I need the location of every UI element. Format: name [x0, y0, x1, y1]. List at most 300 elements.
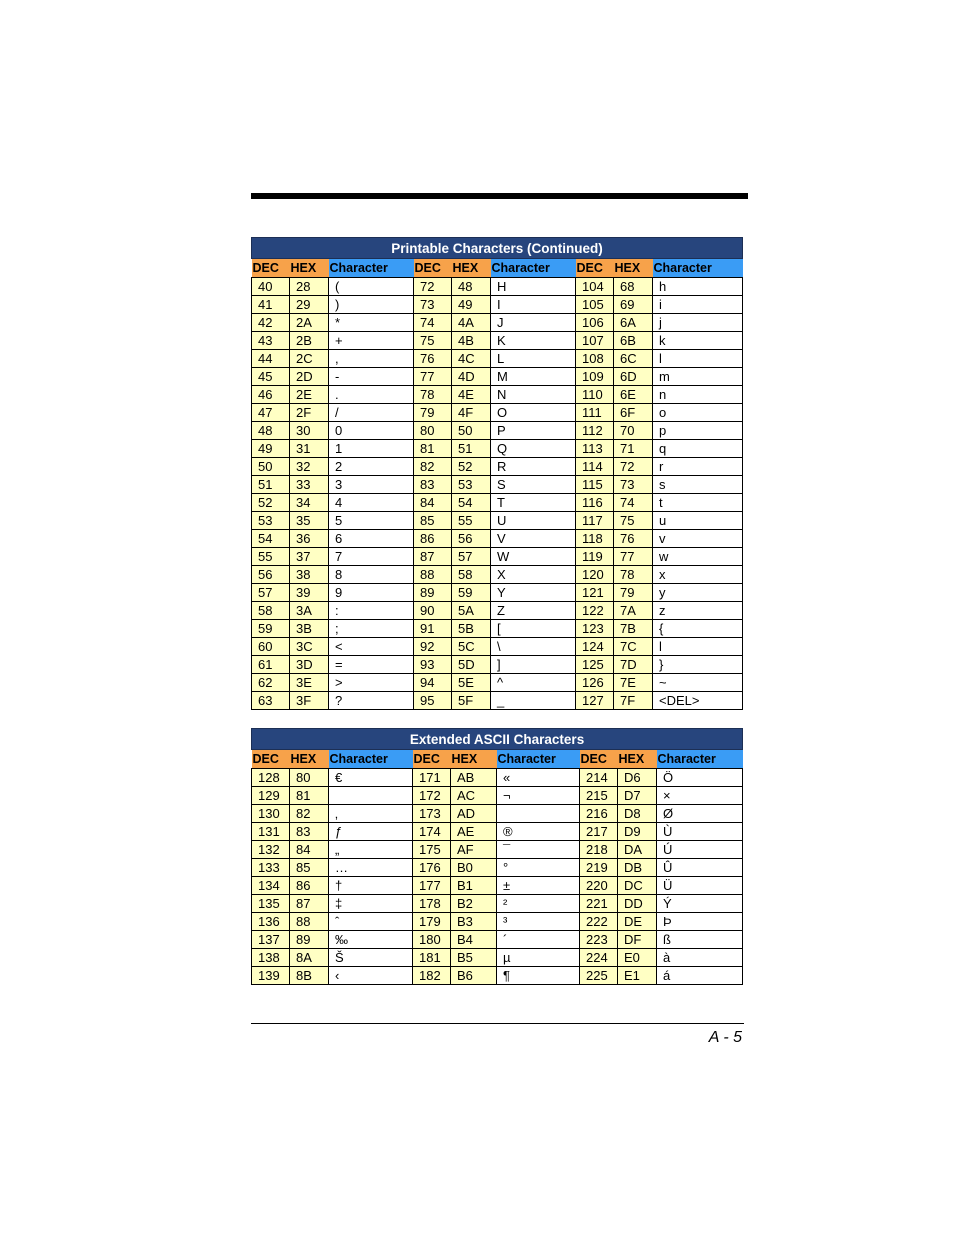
- cell-character: O: [491, 404, 576, 422]
- cell-hex: 4D: [452, 368, 491, 386]
- cell-hex: DF: [618, 931, 657, 949]
- cell-character: µ: [497, 949, 580, 967]
- table-row: [252, 296, 743, 314]
- cell-hex: 77: [614, 548, 653, 566]
- cell-dec: 132: [252, 841, 290, 859]
- cell-hex: 76: [614, 530, 653, 548]
- cell-dec: 172: [413, 787, 451, 805]
- column-header-dec: DEC: [252, 750, 290, 769]
- cell-hex: 3B: [290, 620, 329, 638]
- printable-characters-table: [251, 237, 743, 710]
- cell-hex: 5B: [452, 620, 491, 638]
- cell-character: t: [653, 494, 743, 512]
- cell-hex: 35: [290, 512, 329, 530]
- cell-character: (: [329, 278, 414, 296]
- cell-character: l: [653, 638, 743, 656]
- cell-dec: 219: [580, 859, 618, 877]
- table-row: [252, 638, 743, 656]
- cell-hex: 7C: [614, 638, 653, 656]
- cell-hex: 59: [452, 584, 491, 602]
- cell-hex: 4B: [452, 332, 491, 350]
- cell-dec: 225: [580, 967, 618, 985]
- cell-dec: 47: [252, 404, 290, 422]
- cell-character: ): [329, 296, 414, 314]
- cell-dec: 181: [413, 949, 451, 967]
- cell-character: -: [329, 368, 414, 386]
- column-header-hex: HEX: [290, 750, 329, 769]
- table-row: [252, 602, 743, 620]
- column-header-character: Character: [657, 750, 743, 769]
- page-number: A - 5: [708, 1029, 742, 1046]
- cell-hex: 2C: [290, 350, 329, 368]
- cell-dec: 139: [252, 967, 290, 985]
- cell-dec: 180: [413, 931, 451, 949]
- table-row: [252, 692, 743, 710]
- cell-hex: 3F: [290, 692, 329, 710]
- cell-character: o: [653, 404, 743, 422]
- cell-dec: 121: [576, 584, 614, 602]
- cell-character: s: [653, 476, 743, 494]
- table-row: [252, 566, 743, 584]
- table-row: [252, 656, 743, 674]
- cell-hex: 51: [452, 440, 491, 458]
- cell-character: {: [653, 620, 743, 638]
- cell-hex: 3D: [290, 656, 329, 674]
- cell-hex: 71: [614, 440, 653, 458]
- cell-hex: 34: [290, 494, 329, 512]
- cell-dec: 61: [252, 656, 290, 674]
- cell-dec: 179: [413, 913, 451, 931]
- cell-hex: 37: [290, 548, 329, 566]
- cell-dec: 113: [576, 440, 614, 458]
- table-row: [252, 332, 743, 350]
- cell-dec: 135: [252, 895, 290, 913]
- cell-dec: 220: [580, 877, 618, 895]
- cell-character: ³: [497, 913, 580, 931]
- cell-character: 0: [329, 422, 414, 440]
- table-row: [252, 422, 743, 440]
- cell-hex: B4: [451, 931, 497, 949]
- table-row: [252, 895, 743, 913]
- cell-hex: 2D: [290, 368, 329, 386]
- table-title: Printable Characters (Continued): [252, 238, 743, 259]
- cell-dec: 73: [414, 296, 452, 314]
- cell-dec: 133: [252, 859, 290, 877]
- cell-dec: 119: [576, 548, 614, 566]
- cell-dec: 124: [576, 638, 614, 656]
- cell-hex: 78: [614, 566, 653, 584]
- cell-character: P: [491, 422, 576, 440]
- cell-dec: 90: [414, 602, 452, 620]
- cell-hex: 7D: [614, 656, 653, 674]
- cell-hex: 38: [290, 566, 329, 584]
- cell-dec: 138: [252, 949, 290, 967]
- table-row: [252, 584, 743, 602]
- cell-hex: 58: [452, 566, 491, 584]
- cell-dec: 42: [252, 314, 290, 332]
- cell-character: ,: [329, 350, 414, 368]
- table-row: [252, 314, 743, 332]
- column-header-dec: DEC: [252, 259, 290, 278]
- table-row: [252, 386, 743, 404]
- column-header-character: Character: [329, 750, 413, 769]
- cell-character: H: [491, 278, 576, 296]
- cell-character: z: [653, 602, 743, 620]
- cell-hex: DA: [618, 841, 657, 859]
- cell-hex: 6A: [614, 314, 653, 332]
- cell-hex: 53: [452, 476, 491, 494]
- cell-hex: 4C: [452, 350, 491, 368]
- cell-hex: DD: [618, 895, 657, 913]
- cell-character: I: [491, 296, 576, 314]
- cell-dec: 83: [414, 476, 452, 494]
- cell-dec: 104: [576, 278, 614, 296]
- cell-hex: 5C: [452, 638, 491, 656]
- cell-character: q: [653, 440, 743, 458]
- cell-hex: 30: [290, 422, 329, 440]
- cell-dec: 49: [252, 440, 290, 458]
- cell-hex: D7: [618, 787, 657, 805]
- cell-character: †: [329, 877, 413, 895]
- table-row: [252, 877, 743, 895]
- cell-dec: 93: [414, 656, 452, 674]
- table-row: [252, 769, 743, 787]
- cell-character: 6: [329, 530, 414, 548]
- cell-dec: 173: [413, 805, 451, 823]
- cell-dec: 62: [252, 674, 290, 692]
- cell-dec: 130: [252, 805, 290, 823]
- cell-character: L: [491, 350, 576, 368]
- cell-dec: 111: [576, 404, 614, 422]
- cell-hex: 6F: [614, 404, 653, 422]
- cell-character: 8: [329, 566, 414, 584]
- cell-dec: 126: [576, 674, 614, 692]
- cell-dec: 72: [414, 278, 452, 296]
- cell-dec: 89: [414, 584, 452, 602]
- cell-hex: B6: [451, 967, 497, 985]
- cell-hex: 5D: [452, 656, 491, 674]
- cell-hex: AD: [451, 805, 497, 823]
- footer-rule: [251, 1023, 744, 1024]
- cell-hex: 74: [614, 494, 653, 512]
- column-header-hex: HEX: [614, 259, 653, 278]
- cell-dec: 128: [252, 769, 290, 787]
- cell-character: p: [653, 422, 743, 440]
- cell-character: ´: [497, 931, 580, 949]
- cell-dec: 86: [414, 530, 452, 548]
- table-row: [252, 674, 743, 692]
- cell-character: Þ: [657, 913, 743, 931]
- table-row: [252, 805, 743, 823]
- table-row: [252, 967, 743, 985]
- table-row: [252, 440, 743, 458]
- cell-hex: AB: [451, 769, 497, 787]
- cell-character: /: [329, 404, 414, 422]
- cell-character: +: [329, 332, 414, 350]
- cell-character: l: [653, 350, 743, 368]
- cell-character: Q: [491, 440, 576, 458]
- table-row: [252, 350, 743, 368]
- column-header-character: Character: [497, 750, 580, 769]
- cell-dec: 106: [576, 314, 614, 332]
- cell-dec: 218: [580, 841, 618, 859]
- cell-character: ²: [497, 895, 580, 913]
- cell-dec: 53: [252, 512, 290, 530]
- cell-hex: 2F: [290, 404, 329, 422]
- cell-character: Ù: [657, 823, 743, 841]
- printable-characters-table-container: [251, 237, 742, 710]
- cell-dec: 127: [576, 692, 614, 710]
- cell-character: \: [491, 638, 576, 656]
- cell-dec: 80: [414, 422, 452, 440]
- cell-dec: 123: [576, 620, 614, 638]
- cell-dec: 50: [252, 458, 290, 476]
- cell-dec: 122: [576, 602, 614, 620]
- cell-dec: 51: [252, 476, 290, 494]
- cell-hex: 28: [290, 278, 329, 296]
- cell-hex: 68: [614, 278, 653, 296]
- table-row: [252, 404, 743, 422]
- cell-dec: 92: [414, 638, 452, 656]
- cell-dec: 177: [413, 877, 451, 895]
- cell-dec: 91: [414, 620, 452, 638]
- cell-hex: 57: [452, 548, 491, 566]
- table-row: [252, 278, 743, 296]
- cell-hex: AF: [451, 841, 497, 859]
- cell-dec: 82: [414, 458, 452, 476]
- cell-character: ]: [491, 656, 576, 674]
- cell-hex: 79: [614, 584, 653, 602]
- cell-character: 3: [329, 476, 414, 494]
- cell-hex: 39: [290, 584, 329, 602]
- cell-dec: 74: [414, 314, 452, 332]
- cell-dec: 52: [252, 494, 290, 512]
- cell-dec: 222: [580, 913, 618, 931]
- cell-dec: 58: [252, 602, 290, 620]
- cell-character: [: [491, 620, 576, 638]
- cell-dec: 43: [252, 332, 290, 350]
- cell-character: ±: [497, 877, 580, 895]
- cell-hex: DC: [618, 877, 657, 895]
- table-row: [252, 512, 743, 530]
- extended-ascii-table: [251, 728, 743, 985]
- cell-hex: D6: [618, 769, 657, 787]
- cell-hex: AE: [451, 823, 497, 841]
- column-header-hex: HEX: [452, 259, 491, 278]
- cell-dec: 108: [576, 350, 614, 368]
- cell-dec: 178: [413, 895, 451, 913]
- cell-hex: E0: [618, 949, 657, 967]
- cell-hex: 85: [290, 859, 329, 877]
- cell-dec: 112: [576, 422, 614, 440]
- cell-character: [329, 787, 413, 805]
- cell-dec: 174: [413, 823, 451, 841]
- cell-character: M: [491, 368, 576, 386]
- header-rule: [251, 193, 748, 199]
- cell-dec: 137: [252, 931, 290, 949]
- cell-dec: 129: [252, 787, 290, 805]
- cell-dec: 107: [576, 332, 614, 350]
- cell-dec: 221: [580, 895, 618, 913]
- cell-dec: 182: [413, 967, 451, 985]
- cell-character: <DEL>: [653, 692, 743, 710]
- cell-character: W: [491, 548, 576, 566]
- cell-hex: 82: [290, 805, 329, 823]
- cell-hex: 54: [452, 494, 491, 512]
- cell-character: Ü: [657, 877, 743, 895]
- cell-hex: 80: [290, 769, 329, 787]
- column-header-dec: DEC: [414, 259, 452, 278]
- cell-dec: 85: [414, 512, 452, 530]
- cell-hex: E1: [618, 967, 657, 985]
- cell-hex: D9: [618, 823, 657, 841]
- cell-character: ?: [329, 692, 414, 710]
- cell-hex: 87: [290, 895, 329, 913]
- cell-dec: 46: [252, 386, 290, 404]
- cell-hex: 7E: [614, 674, 653, 692]
- table-row: [252, 787, 743, 805]
- cell-character: €: [329, 769, 413, 787]
- cell-character: v: [653, 530, 743, 548]
- cell-character: ‚: [329, 805, 413, 823]
- column-header-dec: DEC: [580, 750, 618, 769]
- cell-dec: 214: [580, 769, 618, 787]
- cell-character: ;: [329, 620, 414, 638]
- cell-hex: 4F: [452, 404, 491, 422]
- cell-hex: 8B: [290, 967, 329, 985]
- table-row: [252, 859, 743, 877]
- cell-dec: 76: [414, 350, 452, 368]
- cell-hex: 73: [614, 476, 653, 494]
- cell-dec: 55: [252, 548, 290, 566]
- table-row: [252, 476, 743, 494]
- cell-hex: B1: [451, 877, 497, 895]
- extended-ascii-table-container: [251, 728, 742, 985]
- cell-hex: 69: [614, 296, 653, 314]
- cell-dec: 105: [576, 296, 614, 314]
- cell-character: 2: [329, 458, 414, 476]
- cell-character: u: [653, 512, 743, 530]
- cell-character: «: [497, 769, 580, 787]
- cell-character: 7: [329, 548, 414, 566]
- cell-hex: 49: [452, 296, 491, 314]
- cell-hex: B5: [451, 949, 497, 967]
- cell-dec: 110: [576, 386, 614, 404]
- cell-dec: 63: [252, 692, 290, 710]
- cell-character: ‰: [329, 931, 413, 949]
- cell-hex: DE: [618, 913, 657, 931]
- cell-character: ~: [653, 674, 743, 692]
- cell-character: …: [329, 859, 413, 877]
- cell-dec: 224: [580, 949, 618, 967]
- cell-dec: 56: [252, 566, 290, 584]
- cell-dec: 223: [580, 931, 618, 949]
- cell-hex: DB: [618, 859, 657, 877]
- cell-hex: 2A: [290, 314, 329, 332]
- cell-dec: 136: [252, 913, 290, 931]
- cell-dec: 118: [576, 530, 614, 548]
- column-header-character: Character: [329, 259, 414, 278]
- cell-hex: 89: [290, 931, 329, 949]
- cell-character: 9: [329, 584, 414, 602]
- table-body: [252, 769, 743, 985]
- cell-hex: 75: [614, 512, 653, 530]
- column-header-hex: HEX: [451, 750, 497, 769]
- cell-dec: 79: [414, 404, 452, 422]
- cell-dec: 114: [576, 458, 614, 476]
- table-row: [252, 458, 743, 476]
- cell-dec: 215: [580, 787, 618, 805]
- cell-character: ®: [497, 823, 580, 841]
- cell-hex: 4A: [452, 314, 491, 332]
- cell-character: x: [653, 566, 743, 584]
- table-row: [252, 841, 743, 859]
- cell-hex: 50: [452, 422, 491, 440]
- cell-hex: 36: [290, 530, 329, 548]
- cell-hex: B0: [451, 859, 497, 877]
- cell-hex: 6C: [614, 350, 653, 368]
- cell-character: .: [329, 386, 414, 404]
- cell-dec: 81: [414, 440, 452, 458]
- table-row: [252, 620, 743, 638]
- cell-hex: 31: [290, 440, 329, 458]
- cell-dec: 176: [413, 859, 451, 877]
- cell-character: ˆ: [329, 913, 413, 931]
- cell-character: ß: [657, 931, 743, 949]
- cell-character: Z: [491, 602, 576, 620]
- column-header-hex: HEX: [290, 259, 329, 278]
- cell-character: S: [491, 476, 576, 494]
- cell-dec: 57: [252, 584, 290, 602]
- table-row: [252, 913, 743, 931]
- cell-hex: 70: [614, 422, 653, 440]
- cell-dec: 88: [414, 566, 452, 584]
- cell-dec: 171: [413, 769, 451, 787]
- column-header-dec: DEC: [576, 259, 614, 278]
- cell-character: h: [653, 278, 743, 296]
- cell-character: y: [653, 584, 743, 602]
- column-header-dec: DEC: [413, 750, 451, 769]
- cell-hex: 56: [452, 530, 491, 548]
- table-row: [252, 368, 743, 386]
- cell-dec: 84: [414, 494, 452, 512]
- cell-hex: 52: [452, 458, 491, 476]
- cell-character: ¬: [497, 787, 580, 805]
- cell-character: >: [329, 674, 414, 692]
- cell-character: Ý: [657, 895, 743, 913]
- cell-dec: 216: [580, 805, 618, 823]
- cell-hex: 32: [290, 458, 329, 476]
- cell-dec: 44: [252, 350, 290, 368]
- cell-character: K: [491, 332, 576, 350]
- cell-hex: 8A: [290, 949, 329, 967]
- cell-character: Ú: [657, 841, 743, 859]
- cell-dec: 109: [576, 368, 614, 386]
- column-header-character: Character: [491, 259, 576, 278]
- cell-hex: 88: [290, 913, 329, 931]
- cell-character: n: [653, 386, 743, 404]
- cell-character: k: [653, 332, 743, 350]
- cell-hex: 3E: [290, 674, 329, 692]
- cell-hex: 6D: [614, 368, 653, 386]
- table-header-row: [252, 259, 743, 278]
- cell-hex: 5A: [452, 602, 491, 620]
- cell-character: Û: [657, 859, 743, 877]
- cell-dec: 217: [580, 823, 618, 841]
- cell-hex: AC: [451, 787, 497, 805]
- cell-character: ƒ: [329, 823, 413, 841]
- cell-character: R: [491, 458, 576, 476]
